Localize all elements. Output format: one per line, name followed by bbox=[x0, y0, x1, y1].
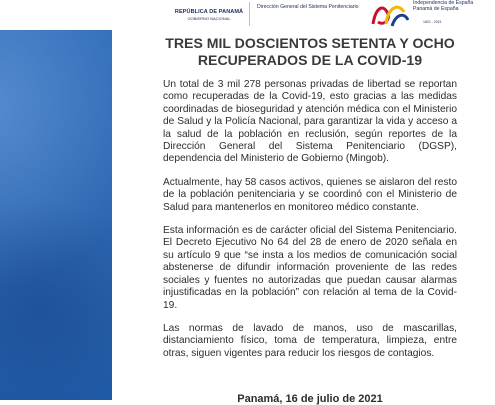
bicentenario-logo bbox=[370, 0, 495, 30]
decorative-side-band bbox=[0, 0, 112, 400]
government-subtitle: GOBIERNO NACIONAL bbox=[187, 16, 231, 21]
letterhead bbox=[112, 0, 495, 30]
paragraph-3: Esta información es de carácter oficial del Sistema Penitenciario. El Decreto Ejecutivo No 64 del 28 de enero de 2020 señala en su artículo 9 que “se insta a los medios de comunicación social abstenerse de difundir información proveniente de las redes sociales y fuentes no autorizadas que puedan causar alarmas injustificadas en la población” con relación al tema de la Covid-19. bbox=[163, 225, 457, 311]
press-release bbox=[163, 33, 457, 371]
government-name: REPÚBLICA DE PANAMÁ bbox=[174, 9, 244, 15]
paragraph-1: Un total de 3 mil 278 personas privadas de libertad se reportan como recuperadas de la Covid-19, esto gracias a las medidas coordinadas de bioseguridad y atención médica con el Ministerio de Salud y la Policía Nacional, para garantizar la vida y acceso a la salud de la población en reclusión, según reportes de la Dirección General del Sistema Penitenciario (DGSP), dependencia del Ministerio de Gobierno (Mingob). bbox=[163, 79, 457, 165]
bicentenario-emblem-icon bbox=[370, 0, 410, 28]
government-logo bbox=[174, 0, 244, 30]
paragraph-4: Las normas de lavado de manos, uso de mascarillas, distanciamiento físico, toma de temperatura, limpieza, entre otras, siguen vigentes para reducir los riesgos de contagios. bbox=[163, 322, 457, 359]
header-divider bbox=[249, 2, 250, 26]
agency-name: Dirección General del Sistema Penitenciario bbox=[257, 4, 359, 10]
paragraph-2: Actualmente, hay 58 casos activos, quienes se aislaron del resto de la población penitenciaria y se coordinó con el Ministerio de Salud para mantenerlos en monitoreo médico constante. bbox=[163, 176, 457, 213]
page-title: TRES MIL DOSCIENTOS SETENTA Y OCHO RECUPERADOS DE LA COVID-19 bbox=[165, 35, 455, 68]
bicentenario-text: Independencia de España Panamá de España bbox=[413, 0, 474, 12]
band-shadow bbox=[0, 200, 112, 400]
bicentenario-years: 1821 - 2021 bbox=[423, 20, 442, 24]
release-date: Panamá, 16 de julio de 2021 bbox=[237, 393, 383, 405]
